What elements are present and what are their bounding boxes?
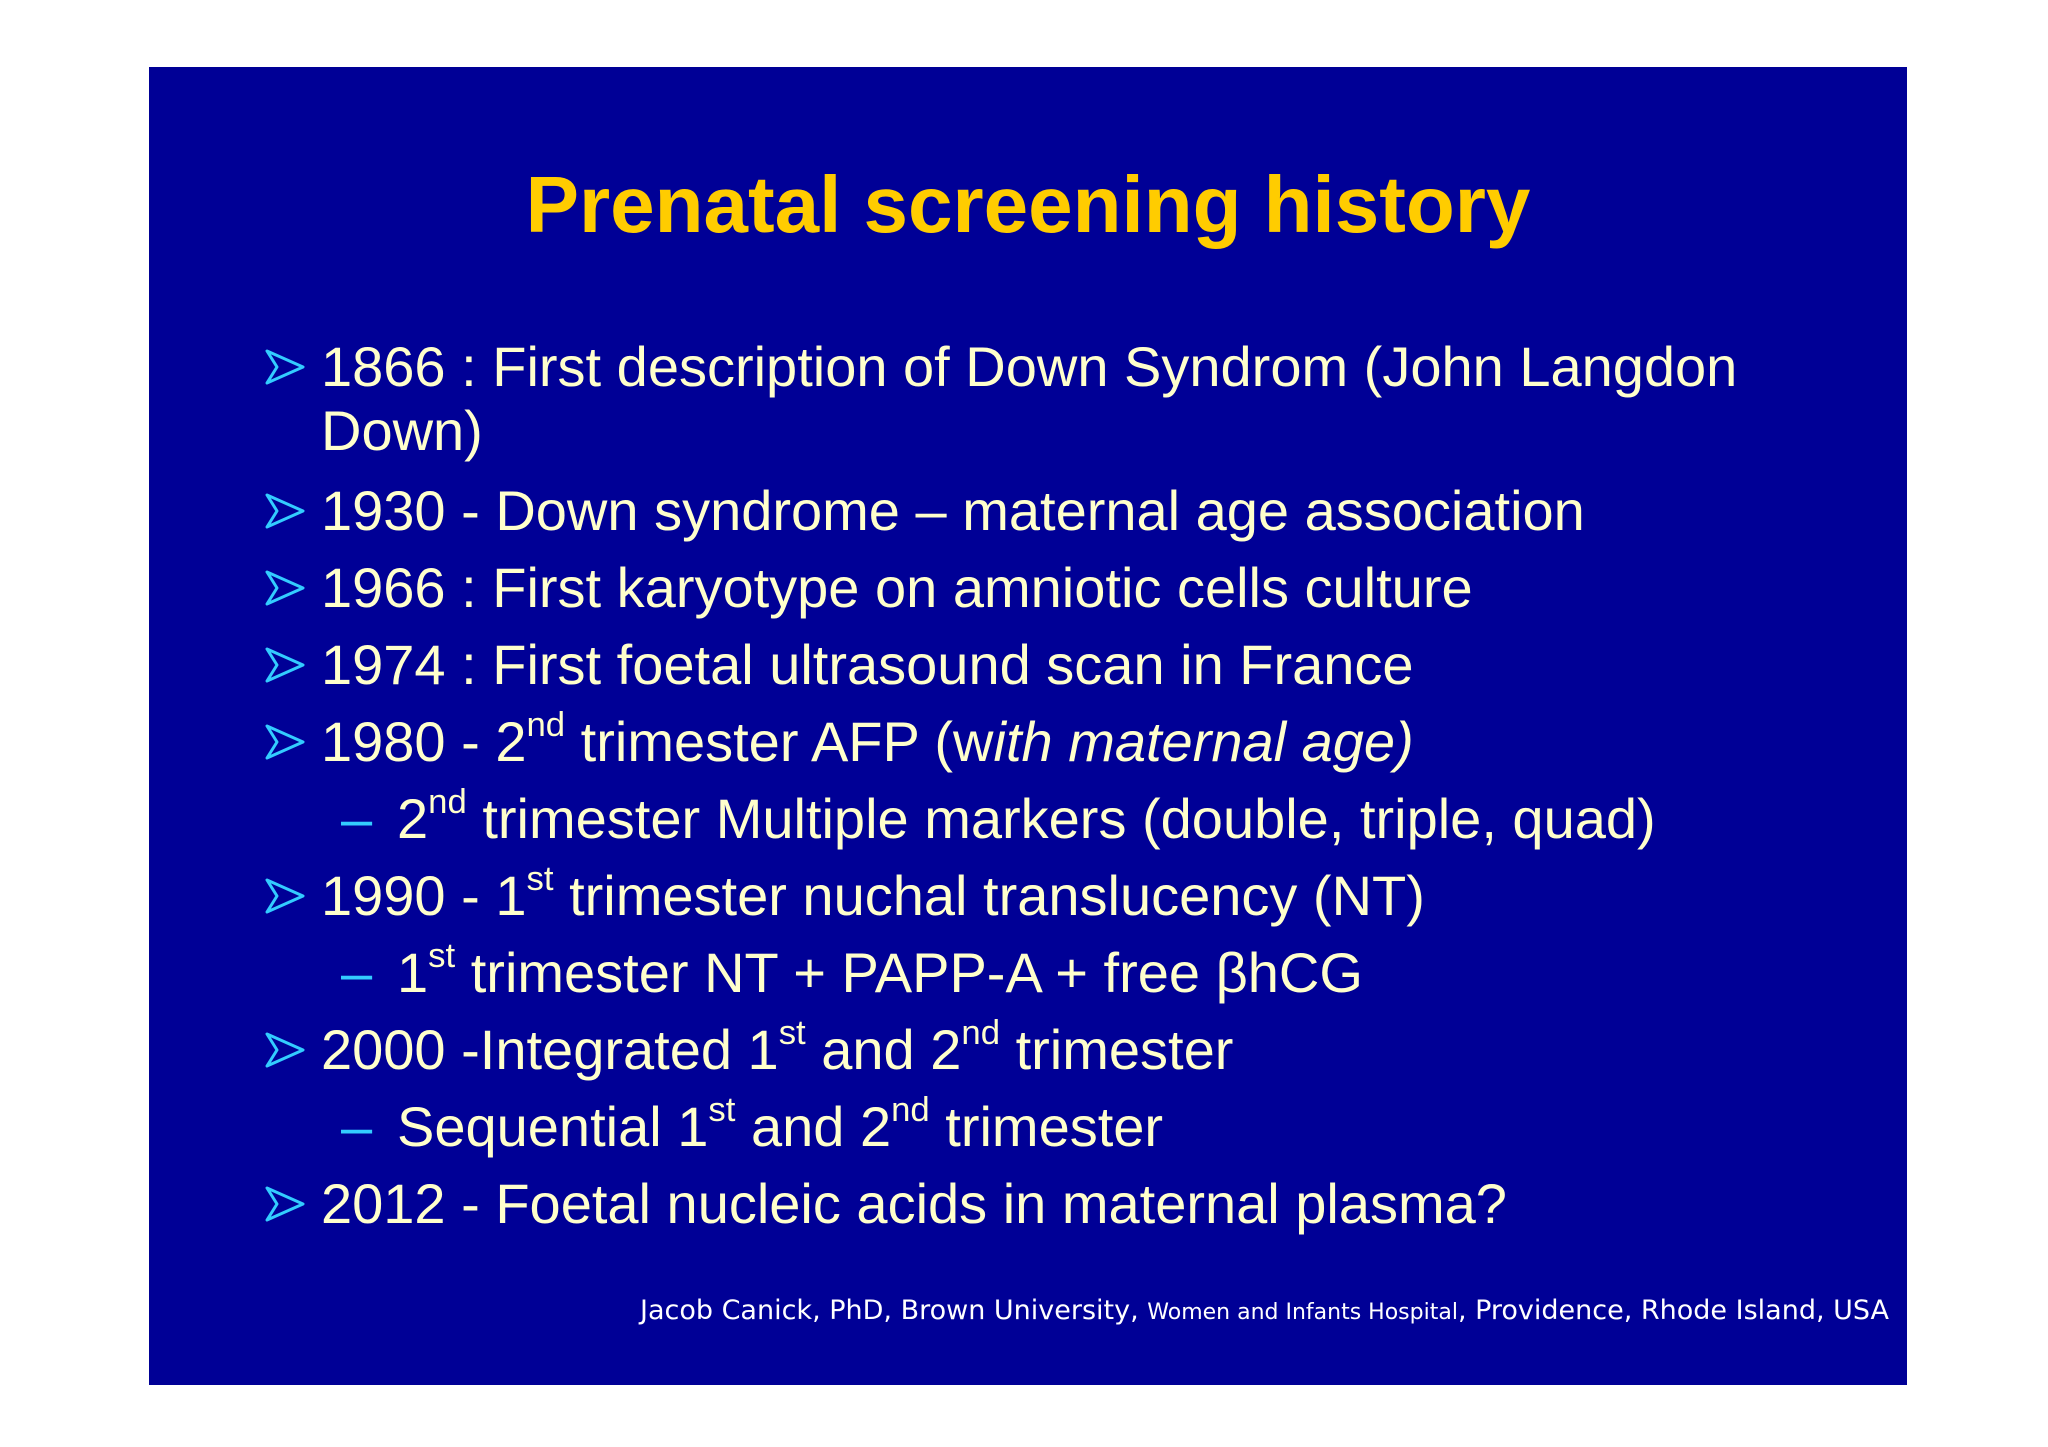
sub-bullet-text: trimester: [929, 1095, 1164, 1158]
sub-bullet-text: 2: [397, 787, 429, 850]
bullet-item: [321, 860, 1861, 928]
dash-bullet-icon: –: [341, 941, 373, 1004]
credit-text: Jacob Canick, PhD, Brown University,: [639, 1295, 1148, 1326]
arrow-bullet-icon: [265, 1018, 309, 1082]
sub-bullet-text: trimester Multiple markers (double, triple, quad): [466, 787, 1656, 850]
sub-bullet-text: trimester NT + PAPP-A + free βhCG: [455, 941, 1363, 1004]
superscript: nd: [891, 1091, 930, 1130]
arrow-bullet-icon: [265, 864, 309, 928]
arrow-bullet-icon: [265, 1172, 309, 1236]
sub-bullet-item: [341, 783, 1857, 851]
bullet-item: [321, 556, 1861, 620]
bullet-text: 1930 - Down syndrome – maternal age association: [321, 479, 1585, 542]
bullet-item: [321, 479, 1861, 543]
bullet-item: [321, 706, 1861, 774]
bullet-text: 1966 : First karyotype on amniotic cells culture: [321, 556, 1473, 619]
bullet-text: 1990 - 1: [321, 864, 527, 927]
bullet-text: 2000 -Integrated 1: [321, 1018, 779, 1081]
bullet-text: trimester nuchal translucency (NT): [553, 864, 1425, 927]
superscript: nd: [526, 706, 566, 745]
bullet-item: [321, 633, 1861, 697]
bullet-text: 1866 : First description of Down Syndrom (John Langdon Down): [321, 335, 1738, 462]
sub-bullet-item: [341, 937, 1857, 1005]
slide-title: Prenatal screening history: [525, 160, 1531, 249]
bullet-list: [149, 67, 1907, 1385]
superscript: nd: [961, 1014, 1001, 1053]
slide: [149, 67, 1907, 1385]
bullet-item: [321, 335, 1861, 463]
bullet-text: 1980 - 2: [321, 710, 527, 773]
bullet-text: 1974 : First foetal ultrasound scan in France: [321, 633, 1414, 696]
bullet-item: [321, 1172, 1861, 1236]
bullet-text: 2012 - Foetal nucleic acids in maternal plasma?: [321, 1172, 1507, 1235]
credit-text-small: Women and Infants Hospital: [1147, 1300, 1458, 1325]
arrow-bullet-icon: [265, 710, 309, 774]
arrow-bullet-icon: [265, 335, 309, 399]
dash-bullet-icon: –: [341, 1095, 373, 1158]
superscript: st: [526, 860, 554, 899]
arrow-bullet-icon: [265, 556, 309, 620]
credit-text: , Providence, Rhode Island, USA: [1457, 1295, 1889, 1326]
arrow-bullet-icon: [265, 479, 309, 543]
superscript: st: [428, 937, 456, 976]
bullet-item: [321, 1014, 1861, 1082]
sub-bullet-text: 1: [397, 941, 429, 1004]
bullet-text: trimester AFP (w: [565, 710, 994, 773]
bullet-text: and 2: [805, 1018, 962, 1081]
sub-bullet-text: Sequential 1: [397, 1095, 709, 1158]
superscript: st: [708, 1091, 736, 1130]
sub-bullet-text: and 2: [735, 1095, 892, 1158]
bullet-text-italic: ith maternal age): [993, 710, 1414, 773]
bullet-text: trimester: [1000, 1018, 1234, 1081]
superscript: st: [778, 1014, 806, 1053]
arrow-bullet-icon: [265, 633, 309, 697]
credit-line: [640, 1294, 1889, 1330]
dash-bullet-icon: –: [341, 787, 373, 850]
superscript: nd: [428, 783, 467, 822]
sub-bullet-item: [341, 1091, 1857, 1159]
